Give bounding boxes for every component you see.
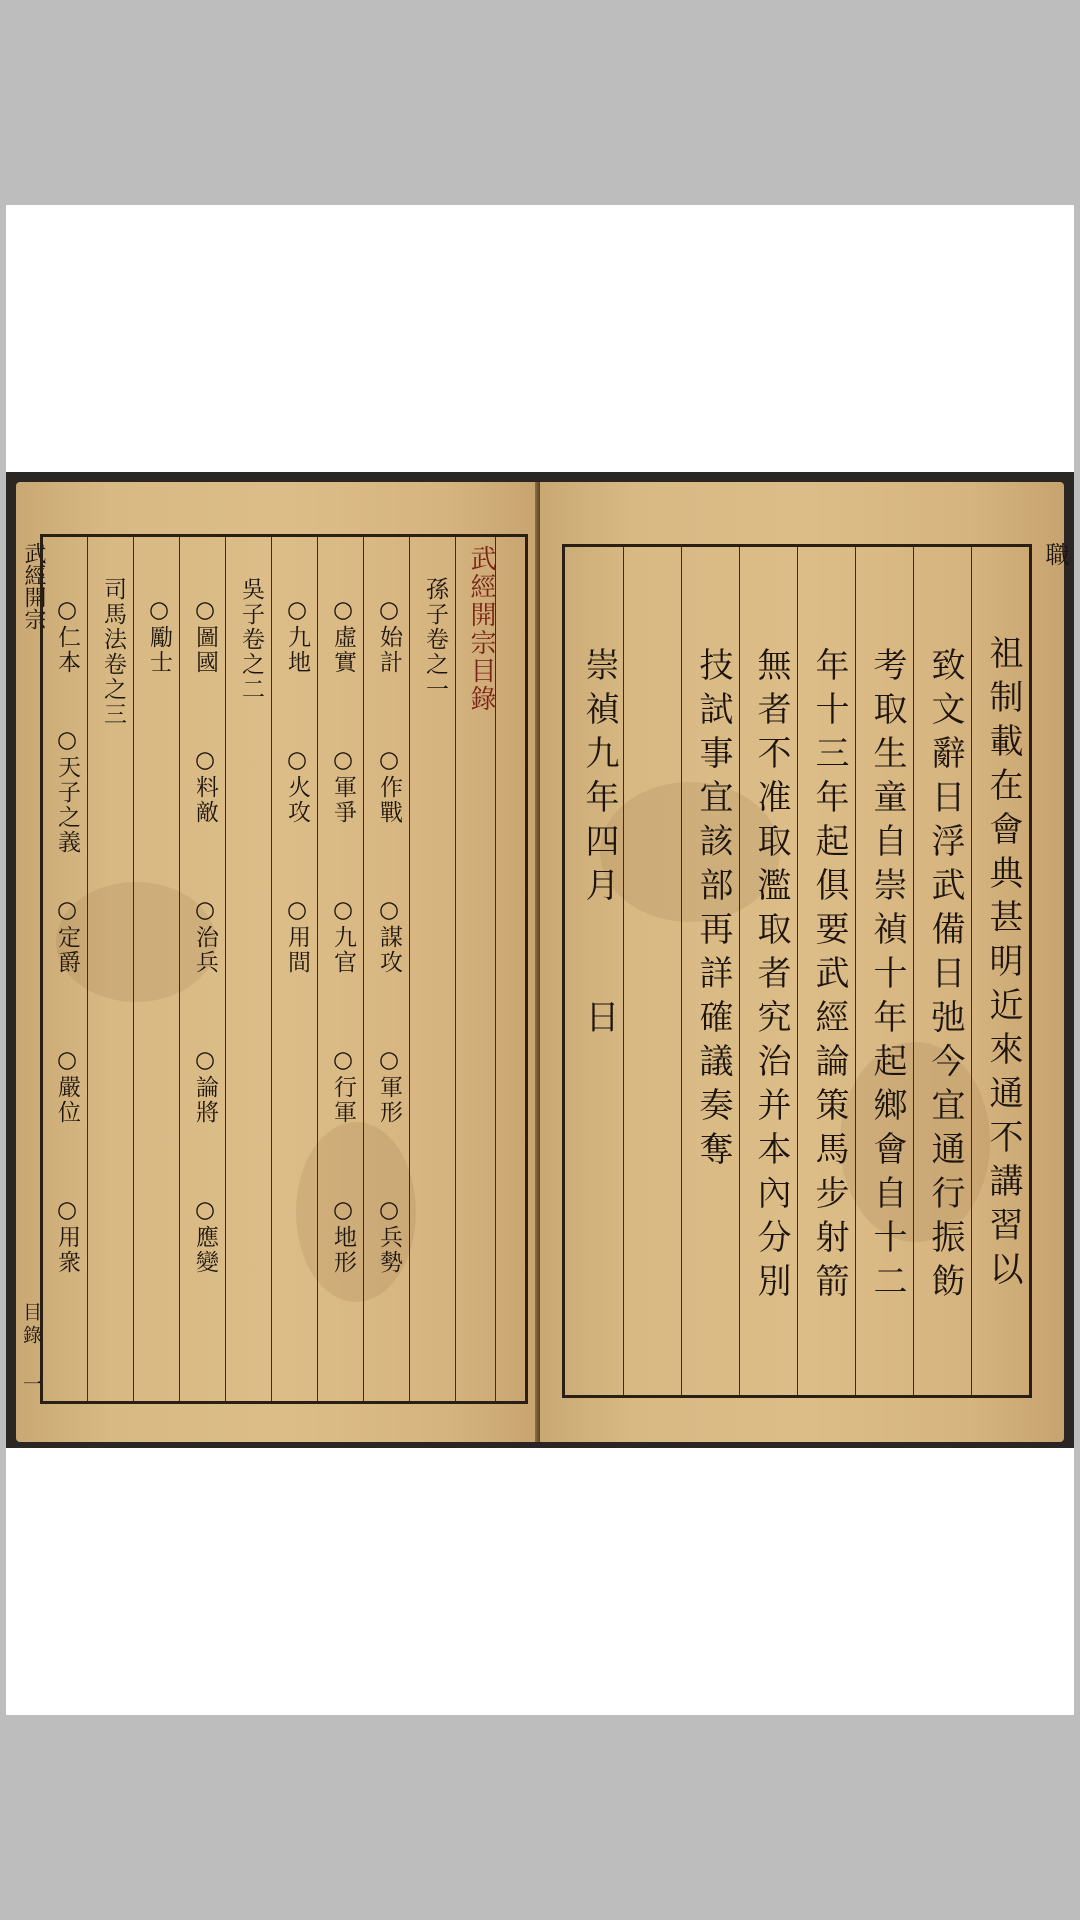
text-column: 考取生童自崇禎十年起鄉會自十二: [867, 647, 907, 1307]
page-footer: 目錄 一: [20, 1302, 42, 1397]
column-rule: [913, 547, 914, 1395]
toc-entry: ○作戰: [376, 747, 402, 825]
column-rule: [363, 537, 364, 1401]
toc-entry: ○定爵: [54, 897, 80, 975]
toc-entry: ○虛實: [330, 597, 356, 675]
column-rule: [409, 537, 410, 1401]
column-rule: [225, 537, 226, 1401]
toc-section-heading: 孫子卷之一: [422, 577, 448, 702]
toc-entry: ○兵勢: [376, 1197, 402, 1275]
toc-entry: ○用衆: [54, 1197, 80, 1275]
toc-entry: ○料敵: [192, 747, 218, 825]
toc-entry: ○治兵: [192, 897, 218, 975]
left-page: [16, 482, 540, 1442]
toc-entry: ○嚴位: [54, 1047, 80, 1125]
date-line: 崇禎九年四月 日: [579, 647, 619, 1043]
text-column: 致文辭日浮武備日弛今宜通行振飭: [925, 647, 965, 1307]
column-rule: [971, 547, 972, 1395]
toc-title: 武經開宗目錄: [466, 545, 496, 713]
toc-entry: ○地形: [330, 1197, 356, 1275]
toc-entry: ○用間: [284, 897, 310, 975]
right-page: [540, 482, 1069, 1442]
left-frame: [40, 534, 528, 1404]
toc-section-heading: 吳子卷之二: [238, 577, 264, 702]
column-rule: [271, 537, 272, 1401]
column-rule: [317, 537, 318, 1401]
edge-mark: 職: [1041, 542, 1069, 566]
text-column: 祖制載在會典甚明近來通不講習以: [983, 635, 1023, 1295]
column-rule: [179, 537, 180, 1401]
column-rule: [87, 537, 88, 1401]
right-frame: [562, 544, 1032, 1398]
toc-entry: ○圖國: [192, 597, 218, 675]
toc-entry: ○火攻: [284, 747, 310, 825]
toc-entry: ○軍形: [376, 1047, 402, 1125]
toc-entry: ○九官: [330, 897, 356, 975]
column-rule: [855, 547, 856, 1395]
toc-entry: ○始計: [376, 597, 402, 675]
text-column: 技試事宜該部再詳確議奏奪: [693, 647, 733, 1175]
column-rule: [681, 547, 682, 1395]
toc-entry: ○行軍: [330, 1047, 356, 1125]
column-rule: [739, 547, 740, 1395]
toc-entry: ○應變: [192, 1197, 218, 1275]
toc-entry: ○勵士: [146, 597, 172, 675]
column-rule: [455, 537, 456, 1401]
column-rule: [797, 547, 798, 1395]
toc-entry: ○天子之義: [54, 727, 80, 855]
toc-entry: ○軍爭: [330, 747, 356, 825]
edge-title: 武經開宗: [21, 542, 46, 630]
toc-entry: ○仁本: [54, 597, 80, 675]
book-scan: [6, 472, 1074, 1448]
text-column: 年十三年起俱要武經論策馬步射箭: [809, 647, 849, 1307]
toc-entry: ○謀攻: [376, 897, 402, 975]
column-rule: [133, 537, 134, 1401]
toc-entry: ○論將: [192, 1047, 218, 1125]
text-column: 無者不准取濫取者究治并本內分別: [751, 647, 791, 1307]
toc-entry: ○九地: [284, 597, 310, 675]
toc-section-heading: 司馬法卷之三: [100, 577, 126, 727]
